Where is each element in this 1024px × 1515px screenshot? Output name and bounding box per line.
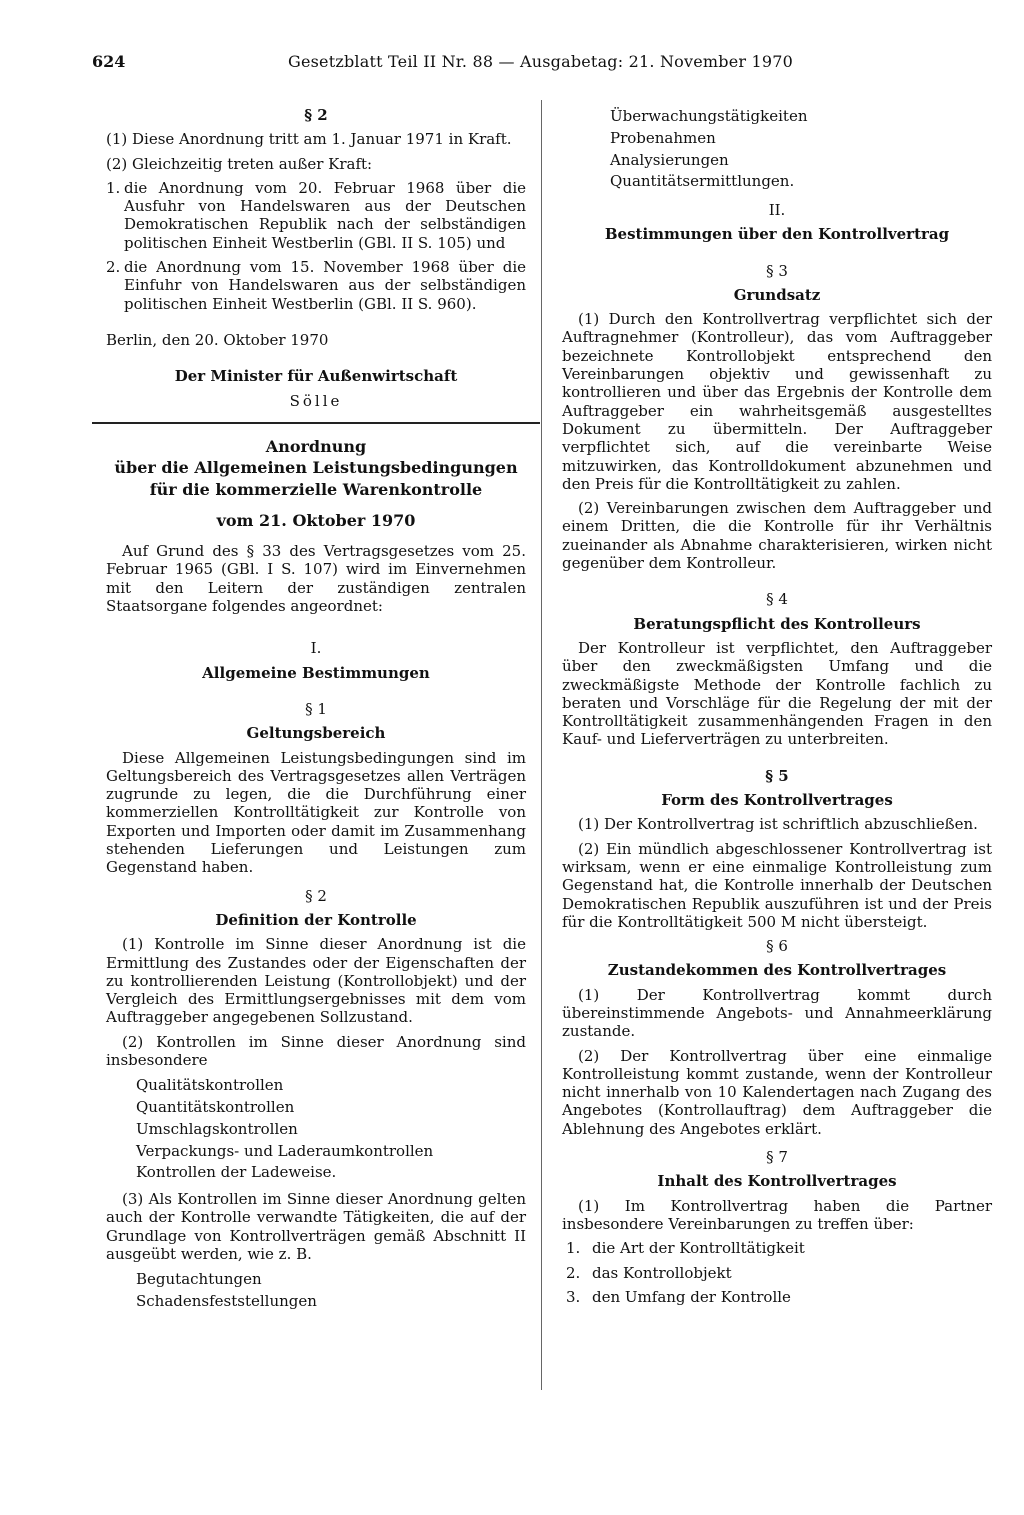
minister-title: Der Minister für Außenwirtschaft [174, 367, 458, 386]
section-title: Geltungsbereich [246, 724, 386, 743]
section-heading: § 4 [766, 590, 788, 609]
part-number: II. [768, 201, 786, 219]
list-item: Quantitätsermittlungen. [610, 172, 795, 191]
section-title: Definition der Kontrolle [215, 910, 417, 929]
section-title: Inhalt des Kontrollvertrages [657, 1172, 897, 1191]
list-item: 3. den Umfang der Kontrolle [566, 1287, 791, 1306]
taetigkeiten-list-continued [562, 106, 992, 193]
section-heading: § 6 [766, 937, 788, 956]
section-title: Grundsatz [733, 285, 821, 304]
section-heading: § 1 [305, 699, 327, 718]
list-item: Kontrollen der Ladeweise. [136, 1163, 337, 1182]
paragraph: Der Kontrolleur ist verpflichtet, den Auftraggeber über den zweckmäßigsten Umfang und die zweckmäßigste Methode der Kontrolle fachlich zu beraten und Vorschläge für die Regelung der mit der Kontrolltätigkeit zusammenhängenden Fragen in den Kauf- und Lieferverträgen zu unterbreiten. [562, 638, 992, 749]
paragraph: (1) Im Kontrollvertrag haben die Partner insbesondere Vereinbarungen zu treffen über: [562, 1196, 992, 1233]
paragraph: (1) Der Kontrollvertrag kommt durch übereinstimmende Angebots- und Annahmeerklärung zustande. [562, 985, 992, 1041]
list-item: Überwachungstätigkeiten [610, 107, 808, 125]
section-heading: § 7 [766, 1148, 788, 1167]
paragraph: (2) Ein mündlich abgeschlossener Kontrollvertrag ist wirksam, wenn er eine einmalige Kontrolleistung zum Gegenstand hat, die Kontrolle innerhalb der Deutschen Demokratischen Republik auszuführen ist und der Preis für die Kontrolltätigkeit 500 M nicht übersteigt. [562, 839, 992, 931]
taetigkeiten-list [106, 1269, 526, 1313]
signature-name: Sölle [289, 391, 343, 410]
paragraph: (1) Diese Anordnung tritt am 1. Januar 1971 in Kraft. [106, 130, 512, 149]
list-item: Quantitätskontrollen [136, 1098, 295, 1117]
section-heading: § 3 [766, 261, 788, 280]
section-title: Beratungspflicht des Kontrolleurs [633, 614, 921, 633]
paragraph: (1) Durch den Kontrollvertrag verpflichtet sich der Auftragnehmer (Kontrolleur), das vom Auftraggeber bezeichnete Kontrollobjekt entsprechend den Vereinbarungen objektiv und gewissenhaft zu kontrollieren und über das Ergebnis der Kontrolle dem Auftraggeber ein wahrheitsgemäß ausgestelltes Dokument zu übermitteln. Der Auftraggeber verpflichtet sich, auf die vereinbarte Weise mitzuwirken, das Kontrolldokument abzunehmen und den Preis für die Kontrolltätigkeit zu zahlen. [562, 310, 992, 493]
section-heading: § 5 [765, 766, 789, 785]
list-item: Schadensfeststellungen [136, 1291, 317, 1310]
right-column [562, 106, 992, 1312]
paragraph: Diese Allgemeinen Leistungsbedingungen sind im Geltungsbereich des Vertragsgesetzes allen Verträgen zugrunde zu legen, die die Durchführung einer kommerziellen Kontrolltätigkeit zur Kontrolle von Exporten und Importen oder damit im Zusammenhang stehenden Lieferungen und Leistungen zum Gegenstand haben. [106, 748, 526, 877]
left-column [106, 106, 526, 1319]
header-title: Gesetzblatt Teil II Nr. 88 — Ausgabetag: 21. November 1970 [288, 52, 794, 71]
list-item: 2. die Anordnung vom 15. November 1968 über die Einfuhr von Handelswaren aus der selbständigen politischen Einheit Westberlin (GBl. II S. 960). [106, 258, 526, 313]
list-item: Qualitätskontrollen [136, 1076, 284, 1095]
column-divider [541, 100, 542, 1390]
list-item: 2. das Kontrollobjekt [566, 1263, 732, 1282]
section-title: Zustandekommen des Kontrollvertrages [607, 961, 947, 980]
paragraph: (1) Kontrolle im Sinne dieser Anordnung ist die Ermittlung des Zustandes oder der Eigenschaften der zu kontrollierenden Leistung (Kontrollobjekt) und der Vergleich des Ermittlungsergebnisses mit dem vom Auftraggeber angegebenen Sollzustand. [106, 935, 526, 1027]
document-date: vom 21. Oktober 1970 [216, 510, 416, 530]
paragraph: (2) Kontrollen im Sinne dieser Anordnung sind insbesondere [106, 1032, 526, 1069]
list-item: Umschlagskontrollen [136, 1119, 298, 1138]
section-heading: § 2 [305, 886, 327, 905]
section-title: Form des Kontrollvertrages [661, 791, 893, 810]
separator-rule [92, 422, 540, 424]
list-item: Analysierungen [610, 150, 729, 169]
list-item: 1. die Anordnung vom 20. Februar 1968 über die Ausfuhr von Handelswaren aus der Deutschen Demokratischen Republik nach der selbständigen politischen Einheit Westberlin (GBl. II S. 105) und [106, 178, 526, 252]
section-heading: § 2 [304, 106, 328, 124]
paragraph: (2) Vereinbarungen zwischen dem Auftraggeber und einem Dritten, die die Kontrolle für ihr Verhältnis zueinander als Abnahme charakterisieren, wirken nicht gegenüber dem Kontrolleur. [562, 499, 992, 573]
kontrollen-list [106, 1075, 526, 1184]
place-date: Berlin, den 20. Oktober 1970 [106, 330, 329, 349]
vertrag-items-list [562, 1239, 992, 1306]
document-title: Anordnung über die Allgemeinen Leistungsbedingungen für die kommerzielle Warenkontrolle [114, 436, 518, 500]
list-item: Begutachtungen [136, 1270, 262, 1289]
paragraph: (2) Der Kontrollvertrag über eine einmalige Kontrolleistung kommt zustande, wenn der Kontrolleur nicht innerhalb von 10 Kalendertagen nach Zugang des Angebotes (Kontrollauftrag) dem Auftraggeber die Ablehnung des Angebotes erklärt. [562, 1046, 992, 1138]
list-item: Verpackungs- und Laderaumkontrollen [136, 1141, 434, 1160]
preamble: Auf Grund des § 33 des Vertragsgesetzes vom 25. Februar 1965 (GBl. I S. 107) wird im Einvernehmen mit den Leitern der zuständigen zentralen Staatsorgane folgendes angeordnet: [106, 542, 526, 616]
page-number: 624 [92, 52, 126, 71]
paragraph: (1) Der Kontrollvertrag ist schriftlich abzuschließen. [578, 815, 978, 834]
paragraph: (3) Als Kontrollen im Sinne dieser Anordnung gelten auch der Kontrolle verwandte Tätigkeiten, die auf der Grundlage von Kontrollverträgen gemäß Abschnitt II ausgeübt werden, wie z. B. [106, 1190, 526, 1263]
page-header [92, 52, 817, 74]
paragraph: (2) Gleichzeitig treten außer Kraft: [106, 154, 373, 173]
part-number: I. [310, 639, 322, 658]
list-item: Probenahmen [610, 128, 716, 147]
part-title: Allgemeine Bestimmungen [202, 663, 430, 682]
part-title: Bestimmungen über den Kontrollvertrag [604, 225, 950, 244]
list-item: 1. die Art der Kontrolltätigkeit [566, 1239, 805, 1258]
